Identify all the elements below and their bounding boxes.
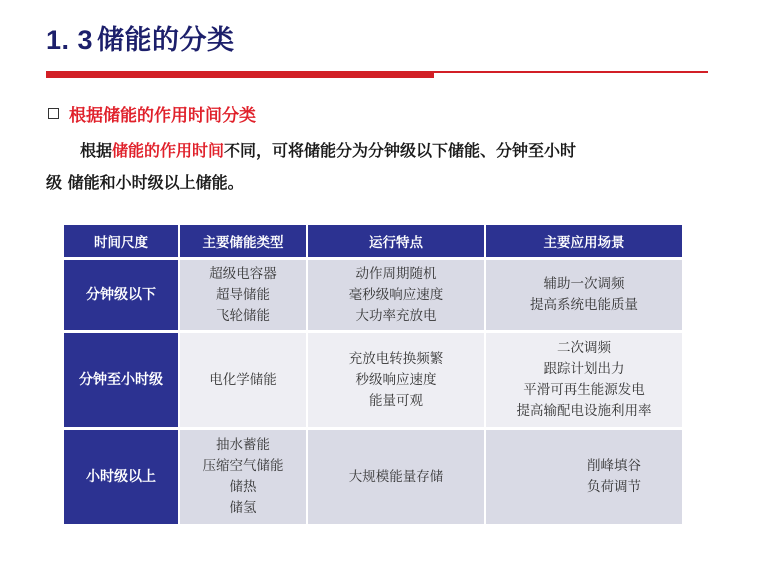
row-types	[180, 333, 308, 430]
header-time-scale: 时间尺度	[64, 225, 180, 260]
title-underline-thick	[46, 71, 434, 78]
row-scale: 小时级以上	[64, 430, 180, 527]
application-item: 辅助一次调频	[543, 276, 625, 292]
page-title	[46, 18, 235, 57]
type-item: 飞轮储能	[216, 307, 270, 324]
header-storage-type: 主要储能类型	[180, 225, 308, 260]
table-row	[64, 260, 682, 333]
type-item: 储氢	[229, 500, 257, 516]
row-features	[308, 333, 486, 430]
section-bullet	[48, 101, 256, 126]
application-item: 提高输配电设施利用率	[516, 403, 652, 419]
para-line2: 级 储能和小时级以上储能。	[46, 173, 244, 192]
row-types	[180, 430, 308, 527]
row-features	[308, 430, 486, 527]
row-applications	[486, 260, 682, 333]
title-underline-thin	[434, 71, 708, 73]
title-text: 储能的分类	[97, 25, 235, 56]
row-applications	[486, 333, 682, 430]
para-prefix: 根据	[80, 141, 113, 160]
feature-item: 秒级响应速度	[355, 371, 437, 388]
feature-item: 大规模能量存储	[348, 468, 444, 485]
feature-item: 能量可观	[369, 392, 423, 409]
para-highlight: 储能的作用时间	[112, 141, 225, 160]
feature-item: 大功率充放电	[355, 307, 437, 324]
feature-item: 毫秒级响应速度	[348, 286, 444, 303]
application-item: 二次调频	[557, 340, 611, 356]
type-item: 超导储能	[216, 286, 270, 303]
section-heading: 根据储能的作用时间分类	[69, 106, 256, 126]
table-row	[64, 430, 682, 527]
type-item: 压缩空气储能	[202, 458, 284, 474]
header-features: 运行特点	[308, 225, 486, 260]
row-applications	[486, 430, 682, 527]
type-item: 超级电容器	[209, 265, 277, 282]
title-number: 1. 3	[46, 25, 94, 55]
table-header-row	[64, 225, 682, 260]
application-item: 负荷调节	[587, 479, 641, 495]
square-bullet-icon	[48, 108, 59, 119]
row-scale: 分钟至小时级	[64, 333, 180, 430]
type-item: 抽水蓄能	[216, 437, 270, 453]
application-item: 跟踪计划出力	[543, 361, 625, 377]
feature-item: 动作周期随机	[355, 265, 437, 282]
row-scale: 分钟级以下	[64, 260, 180, 333]
para-rest: 不同，可将储能分为分钟级以下储能、分钟至小时	[224, 141, 577, 160]
storage-classification-table	[64, 225, 682, 527]
row-features	[308, 260, 486, 333]
application-item: 平滑可再生能源发电	[523, 382, 645, 398]
table-row	[64, 333, 682, 430]
header-applications: 主要应用场景	[486, 225, 682, 260]
feature-item: 充放电转换频繁	[348, 350, 444, 367]
description-paragraph	[46, 135, 686, 199]
type-item: 储热	[229, 479, 257, 495]
type-item: 电化学储能	[209, 371, 277, 388]
row-types	[180, 260, 308, 333]
application-item: 削峰填谷	[587, 458, 641, 474]
application-item: 提高系统电能质量	[530, 297, 638, 313]
